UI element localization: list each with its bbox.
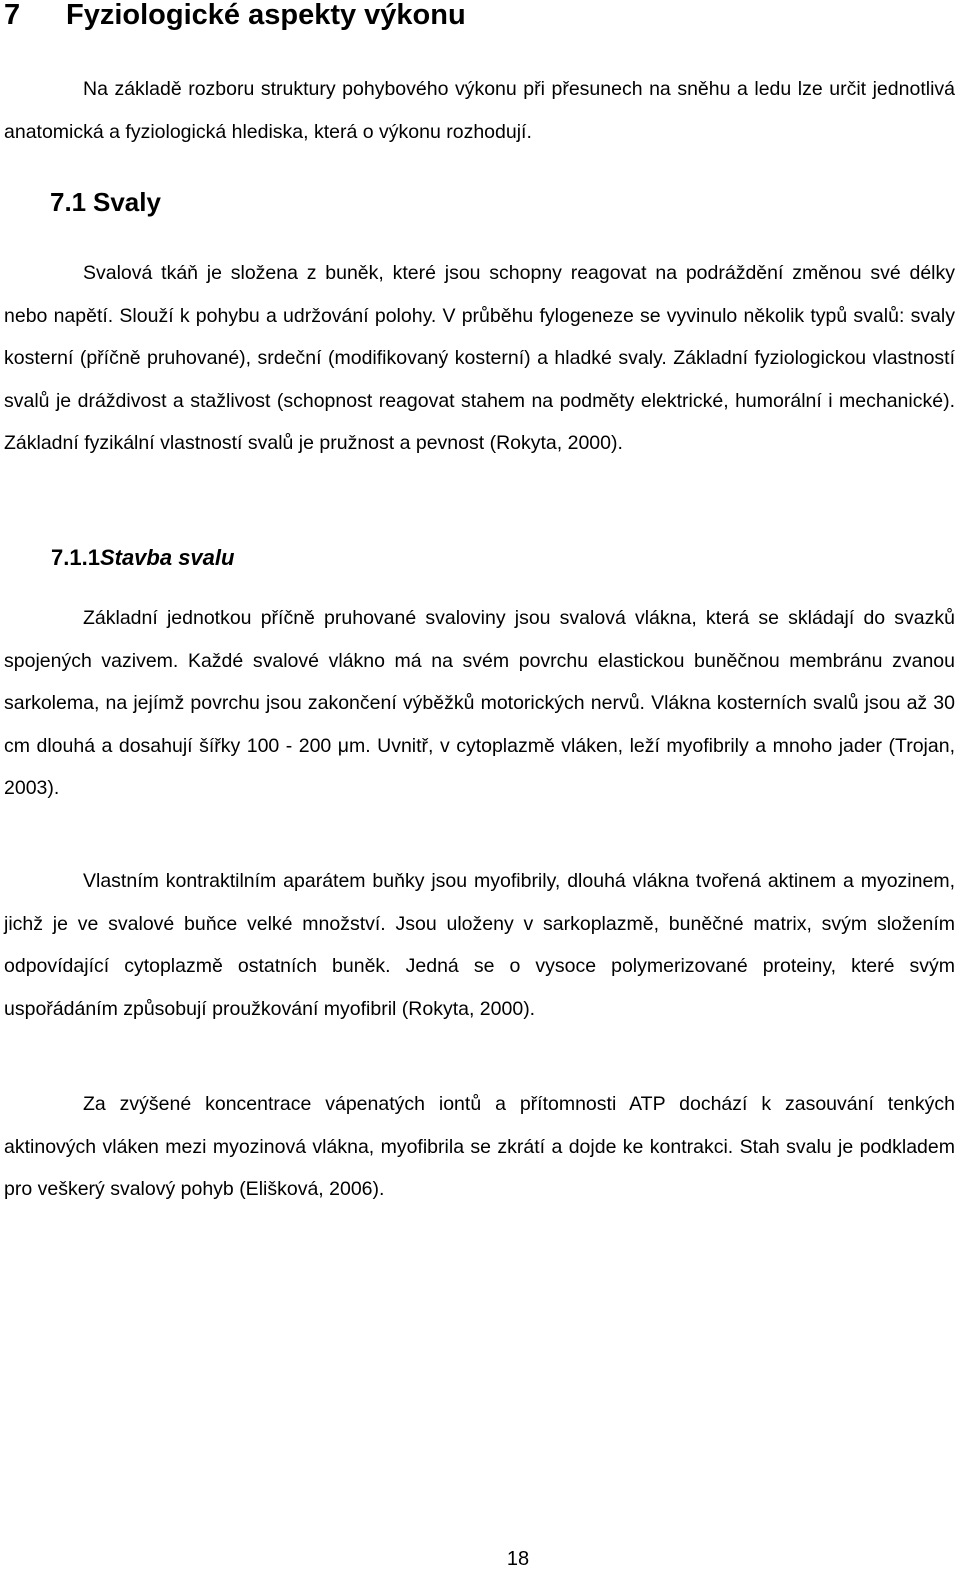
chapter-intro-paragraph: Na základě rozboru struktury pohybového výkonu při přesunech na sněhu a ledu lze určit jednotlivá anatomická a fyziologická hlediska, která o výkonu rozhodují. xyxy=(4,78,955,143)
chapter-number: 7 xyxy=(4,0,21,31)
subsection-paragraph-1: Základní jednotkou příčně pruhované svaloviny jsou svalová vlákna, která se skládají do svazků spojených vazivem. Každé svalové vlákno má na svém povrchu elastickou buněčnou membránu zvanou sarkolema, na jejímž povrchu jsou zakončení výběžků motorických nervů. Vlákna kosterních svalů jsou až 30 cm dlouhá a dosahují šířky 100 - 200 μm. Uvnitř, v cytoplazmě vláken, leží myofibrily a mnoho jader (Trojan, 2003). xyxy=(4,607,955,799)
section-number: 7.1 xyxy=(50,187,87,217)
chapter-title: Fyziologické aspekty výkonu xyxy=(66,0,466,31)
chapter-heading xyxy=(4,0,466,30)
section-title: Svaly xyxy=(93,187,161,217)
section-heading xyxy=(50,188,161,216)
subsection-title: Stavba svalu xyxy=(99,545,235,570)
page-number: 18 xyxy=(506,1548,530,1570)
section-paragraph: Svalová tkáň je složena z buněk, které jsou schopny reagovat na podráždění změnou své délky nebo napětí. Slouží k pohybu a udržování polohy. V průběhu fylogeneze se vyvinulo několik typů svalů: svaly kosterní (příčně pruhované), srdeční (modifikovaný kosterní) a hladké svaly. Základní fyziologickou vlastností svalů je dráždivost a stažlivost (schopnost reagovat stahem na podměty elektrické, humorální i mechanické). Základní fyzikální vlastností svalů je pružnost a pevnost (Rokyta, 2000). xyxy=(4,262,955,454)
subsection-heading xyxy=(51,545,234,571)
subsection-paragraph-3: Za zvýšené koncentrace vápenatých iontů a přítomnosti ATP dochází k zasouvání tenkých aktinových vláken mezi myozinová vlákna, myofibrila se zkrátí a dojde ke kontrakci. Stah svalu je podkladem pro veškerý svalový pohyb (Elišková, 2006). xyxy=(4,1093,955,1200)
subsection-paragraph-2: Vlastním kontraktilním aparátem buňky jsou myofibrily, dlouhá vlákna tvořená aktinem a myozinem, jichž je ve svalové buňce velké množství. Jsou uloženy v sarkoplazmě, buněčné matrix, svým složením odpovídající cytoplazmě ostatních buněk. Jedná se o vysoce polymerizované proteiny, které svým uspořádáním způsobují proužkování myofibril (Rokyta, 2000). xyxy=(4,870,955,1020)
subsection-number: 7.1.1 xyxy=(51,545,100,570)
